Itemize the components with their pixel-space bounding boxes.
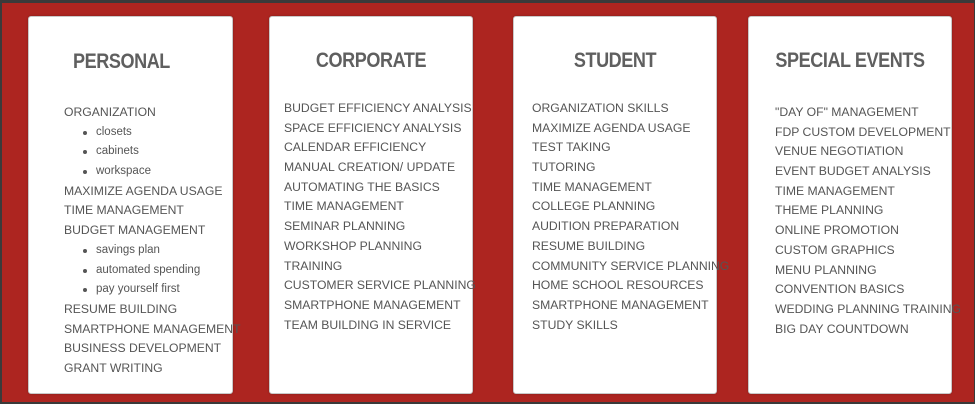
student-card — [513, 16, 730, 394]
student-list-item: TUTORING — [532, 160, 596, 175]
special-events-list-item: THEME PLANNING — [775, 203, 884, 218]
corporate-list — [284, 99, 476, 335]
personal-sublist-group — [64, 123, 241, 182]
corporate-list-item: SMARTPHONE MANAGEMENT — [284, 297, 461, 312]
corporate-title: CORPORATE — [315, 49, 427, 72]
special-events-list-item: TIME MANAGEMENT — [775, 183, 895, 198]
student-list-item: ORGANIZATION SKILLS — [532, 101, 669, 115]
corporate-list-item: TRAINING — [284, 258, 343, 273]
personal-list-item: RESUME BUILDING — [64, 301, 178, 316]
personal-sublist-item: pay yourself first — [64, 280, 241, 300]
special-events-list-item: CONVENTION BASICS — [775, 282, 905, 297]
personal-title: PERSONAL — [73, 50, 170, 73]
personal-sublist-item: workspace — [64, 162, 241, 182]
corporate-list-item: MANUAL CREATION/ UPDATE — [284, 160, 456, 175]
personal-sublist — [64, 241, 241, 300]
corporate-list-item: WORKSHOP PLANNING — [284, 238, 422, 253]
special-events-list-item: EVENT BUDGET ANALYSIS — [775, 164, 931, 179]
corporate-list-item: TEAM BUILDING IN SERVICE — [284, 317, 452, 332]
personal-sublist-item: automated spending — [64, 261, 241, 281]
personal-list-item: TIME MANAGEMENT — [64, 203, 184, 218]
special-events-list — [775, 103, 961, 339]
student-list-item: MAXIMIZE AGENDA USAGE — [532, 120, 691, 135]
student-list-item: TEST TAKING — [532, 140, 611, 155]
special-events-list-item: "DAY OF" MANAGEMENT — [775, 105, 919, 119]
corporate-list-item: AUTOMATING THE BASICS — [284, 179, 440, 194]
special-events-list-item: WEDDING PLANNING TRAINING — [775, 301, 961, 316]
personal-list — [64, 103, 241, 379]
personal-list-item: BUSINESS DEVELOPMENT — [64, 341, 222, 356]
special-events-card — [748, 16, 961, 394]
personal-list-item: BUDGET MANAGEMENT — [64, 223, 206, 238]
personal-list-item: MAXIMIZE AGENDA USAGE — [64, 183, 223, 198]
personal-list-item: SMARTPHONE MANAGEMENT — [64, 321, 241, 336]
personal-sublist-item: savings plan — [64, 241, 241, 261]
special-events-list-item: FDP CUSTOM DEVELOPMENT — [775, 124, 951, 139]
corporate-list-item: BUDGET EFFICIENCY ANALYSIS — [284, 101, 472, 115]
personal-sublist-group — [64, 241, 241, 300]
student-list-item: STUDY SKILLS — [532, 317, 618, 332]
personal-sublist — [64, 123, 241, 182]
student-list-item: HOME SCHOOL RESOURCES — [532, 278, 704, 293]
corporate-list-item: SPACE EFFICIENCY ANALYSIS — [284, 120, 462, 135]
special-events-list-item: MENU PLANNING — [775, 262, 877, 277]
student-list-item: SMARTPHONE MANAGEMENT — [532, 297, 709, 312]
personal-list-item: ORGANIZATION — [64, 105, 156, 119]
personal-card — [28, 16, 241, 394]
student-list-item: COMMUNITY SERVICE PLANNING — [532, 258, 730, 273]
personal-list-item: GRANT WRITING — [64, 360, 163, 375]
personal-sublist-item: closets — [64, 123, 241, 143]
special-events-list-item: CUSTOM GRAPHICS — [775, 242, 895, 257]
corporate-card — [269, 16, 476, 394]
corporate-list-item: TIME MANAGEMENT — [284, 199, 404, 214]
corporate-list-item: CUSTOMER SERVICE PLANNING — [284, 278, 476, 293]
student-list-item: TIME MANAGEMENT — [532, 179, 652, 194]
corporate-list-item: SEMINAR PLANNING — [284, 219, 406, 234]
special-events-title: SPECIAL EVENTS — [775, 49, 925, 72]
corporate-list-item: CALENDAR EFFICIENCY — [284, 140, 427, 155]
student-list — [532, 99, 729, 335]
student-title: STUDENT — [573, 49, 657, 72]
personal-sublist-item: cabinets — [64, 142, 241, 162]
special-events-list-item: VENUE NEGOTIATION — [775, 144, 904, 159]
student-list-item: COLLEGE PLANNING — [532, 199, 656, 214]
student-list-item: AUDITION PREPARATION — [532, 219, 680, 234]
special-events-list-item: BIG DAY COUNTDOWN — [775, 321, 909, 336]
special-events-list-item: ONLINE PROMOTION — [775, 223, 899, 238]
student-list-item: RESUME BUILDING — [532, 238, 646, 253]
